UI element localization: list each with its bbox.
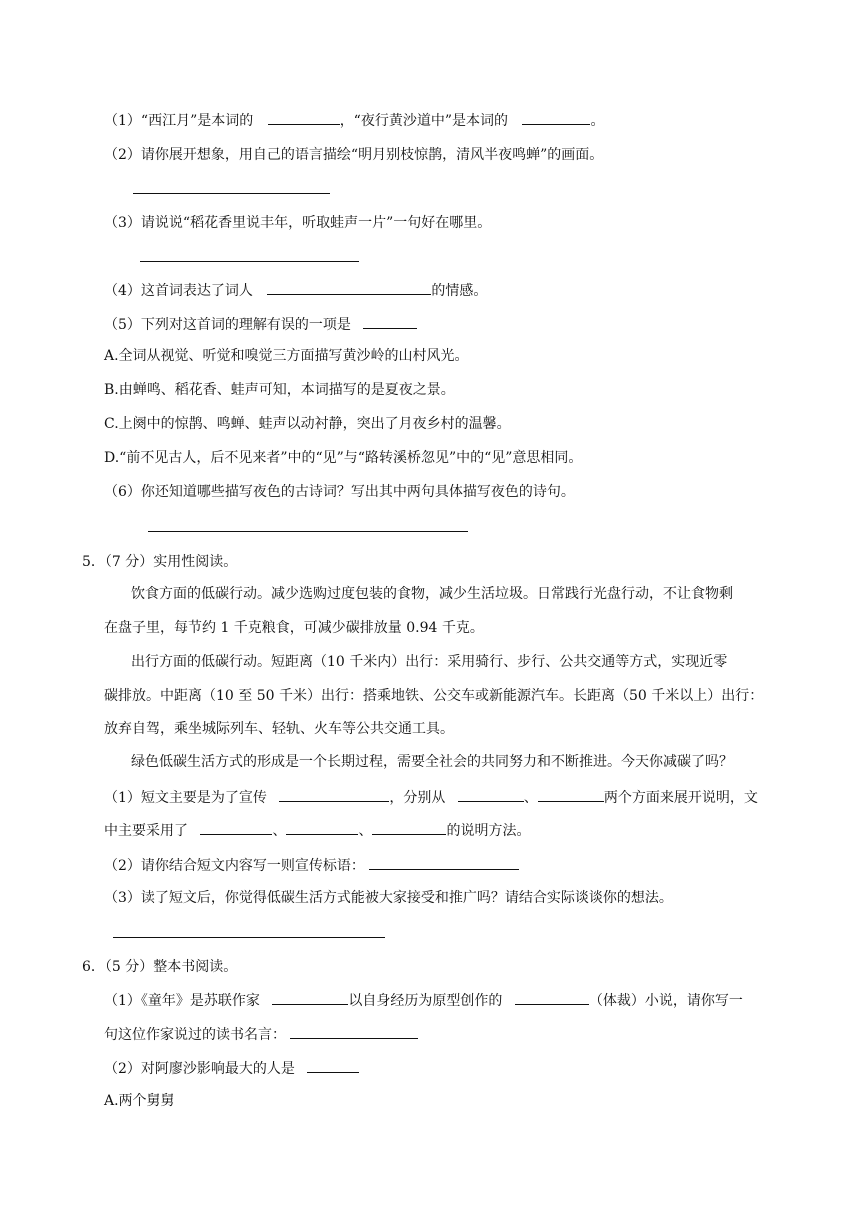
answer-blank[interactable] — [200, 820, 272, 835]
answer-line[interactable] — [148, 531, 468, 532]
q5-sub2-text: （2）请你结合短文内容写一则宣传标语： — [104, 858, 365, 874]
q5-para2-line3: 放弃自驾，乘坐城际列车、轻轨、火车等公共交通工具。 — [104, 721, 454, 737]
q5-sub1-cont-text-d: 的说明方法。 — [446, 823, 531, 839]
answer-blank[interactable] — [267, 280, 431, 295]
q6-sub1 — [104, 990, 743, 1011]
q5-sub1-text-d: 两个方面来展开说明，文 — [603, 790, 758, 806]
q4-sub1-text-b: ，“夜行黄沙道中”是本词的 — [339, 113, 509, 129]
q4-sub2: （2）请你展开想象，用自己的语言描绘“明月别枝惊鹊，清风半夜鸣蝉”的画面。 — [104, 147, 604, 163]
q6-sub1-text-b: 以自身经历为原型创作的 — [348, 993, 503, 1009]
answer-blank[interactable] — [363, 314, 417, 329]
q6-option-a: A.两个舅舅 — [104, 1093, 175, 1109]
q5-para3: 绿色低碳生活方式的形成是一个长期过程，需要全社会的共同努力和不断推进。今天你减碳了吗？ — [131, 754, 733, 770]
answer-blank[interactable] — [272, 990, 348, 1005]
q4-sub1-text-a: （1）“西江月”是本词的 — [104, 113, 254, 129]
q6-sub2 — [104, 1058, 359, 1079]
q5-sub1-cont-text-b: 、 — [272, 823, 287, 839]
q6-title: 6．（5 分）整本书阅读。 — [82, 959, 238, 975]
q4-sub1 — [104, 110, 604, 131]
q5-sub1-cont-text-a: 中主要采用了 — [104, 823, 188, 839]
q4-sub4 — [104, 280, 487, 301]
q6-sub1-text-c: （体裁）小说，请你写一 — [588, 993, 743, 1009]
q5-sub1-cont-text-c: 、 — [358, 823, 373, 839]
q4-sub5-text: （5）下列对这首词的理解有误的一项是 — [104, 317, 351, 333]
q5-para2-line1: 出行方面的低碳行动。短距离（10 千米内）出行：采用骑行、步行、公共交通等方式，实现近零 — [131, 654, 728, 670]
q4-option-b: B.由蝉鸣、稻花香、蛙声可知，本词描写的是夏夜之景。 — [104, 382, 455, 398]
answer-blank[interactable] — [307, 1058, 359, 1073]
answer-blank[interactable] — [522, 110, 590, 125]
q4-sub6: （6）你还知道哪些描写夜色的古诗词？写出其中两句具体描写夜色的诗句。 — [104, 484, 575, 500]
q4-option-c: C.上阕中的惊鹊、鸣蝉、蛙声以动衬静，突出了月夜乡村的温馨。 — [104, 416, 511, 432]
q5-para1-line2: 在盘子里，每节约 1 千克粮食，可减少碳排放量 0.94 千克。 — [104, 620, 484, 636]
q5-sub3: （3）读了短文后，你觉得低碳生活方式能被大家接受和推广吗？请结合实际谈谈你的想法。 — [104, 890, 673, 906]
q6-sub2-text: （2）对阿廖沙影响最大的人是 — [104, 1061, 295, 1077]
q5-sub1-text-c: 、 — [523, 790, 538, 806]
q5-para1-line1: 饮食方面的低碳行动。减少选购过度包装的食物，减少生活垃圾。日常践行光盘行动，不让食物剩 — [131, 586, 733, 602]
answer-blank[interactable] — [279, 787, 389, 802]
answer-line[interactable] — [113, 937, 385, 938]
q4-sub4-text-a: （4）这首词表达了词人 — [104, 283, 253, 299]
q5-para2-line2: 碳排放。中距离（10 至 50 千米）出行：搭乘地铁、公交车或新能源汽车。长距离（50 千米以上）出行： — [104, 688, 764, 704]
q5-sub1-text-b: ，分别从 — [389, 790, 446, 806]
answer-blank[interactable] — [538, 787, 604, 802]
q6-sub1-cont-text: 句这位作家说过的读书名言： — [104, 1027, 286, 1043]
q5-sub1-text-a: （1）短文主要是为了宣传 — [104, 790, 267, 806]
q4-sub3: （3）请说说“稻花香里说丰年，听取蛙声一片”一句好在哪里。 — [104, 215, 492, 231]
answer-blank[interactable] — [515, 990, 589, 1005]
q6-sub1-cont — [104, 1024, 418, 1045]
answer-blank[interactable] — [268, 110, 340, 125]
q5-sub1 — [104, 787, 758, 808]
answer-blank[interactable] — [290, 1024, 418, 1039]
answer-blank[interactable] — [372, 820, 446, 835]
answer-blank[interactable] — [286, 820, 358, 835]
q5-title: 5．（7 分）实用性阅读。 — [82, 554, 238, 570]
answer-line[interactable] — [133, 193, 330, 194]
answer-line[interactable] — [140, 261, 359, 262]
answer-blank[interactable] — [458, 787, 524, 802]
q5-sub1-cont — [104, 820, 530, 841]
q5-sub2 — [104, 855, 519, 876]
q4-option-d: D.“前不见古人，后不见来者”中的“见”与“路转溪桥忽见”中的“见”意思相同。 — [104, 450, 583, 466]
q4-sub5 — [104, 314, 417, 335]
q4-sub1-text-c: 。 — [590, 113, 605, 129]
q6-sub1-text-a: （1）《童年》是苏联作家 — [104, 993, 260, 1009]
answer-blank[interactable] — [369, 855, 519, 870]
q4-sub4-text-b: 的情感。 — [431, 283, 488, 299]
q4-option-a: A.全词从视觉、听觉和嗅觉三方面描写黄沙岭的山村风光。 — [104, 348, 469, 364]
